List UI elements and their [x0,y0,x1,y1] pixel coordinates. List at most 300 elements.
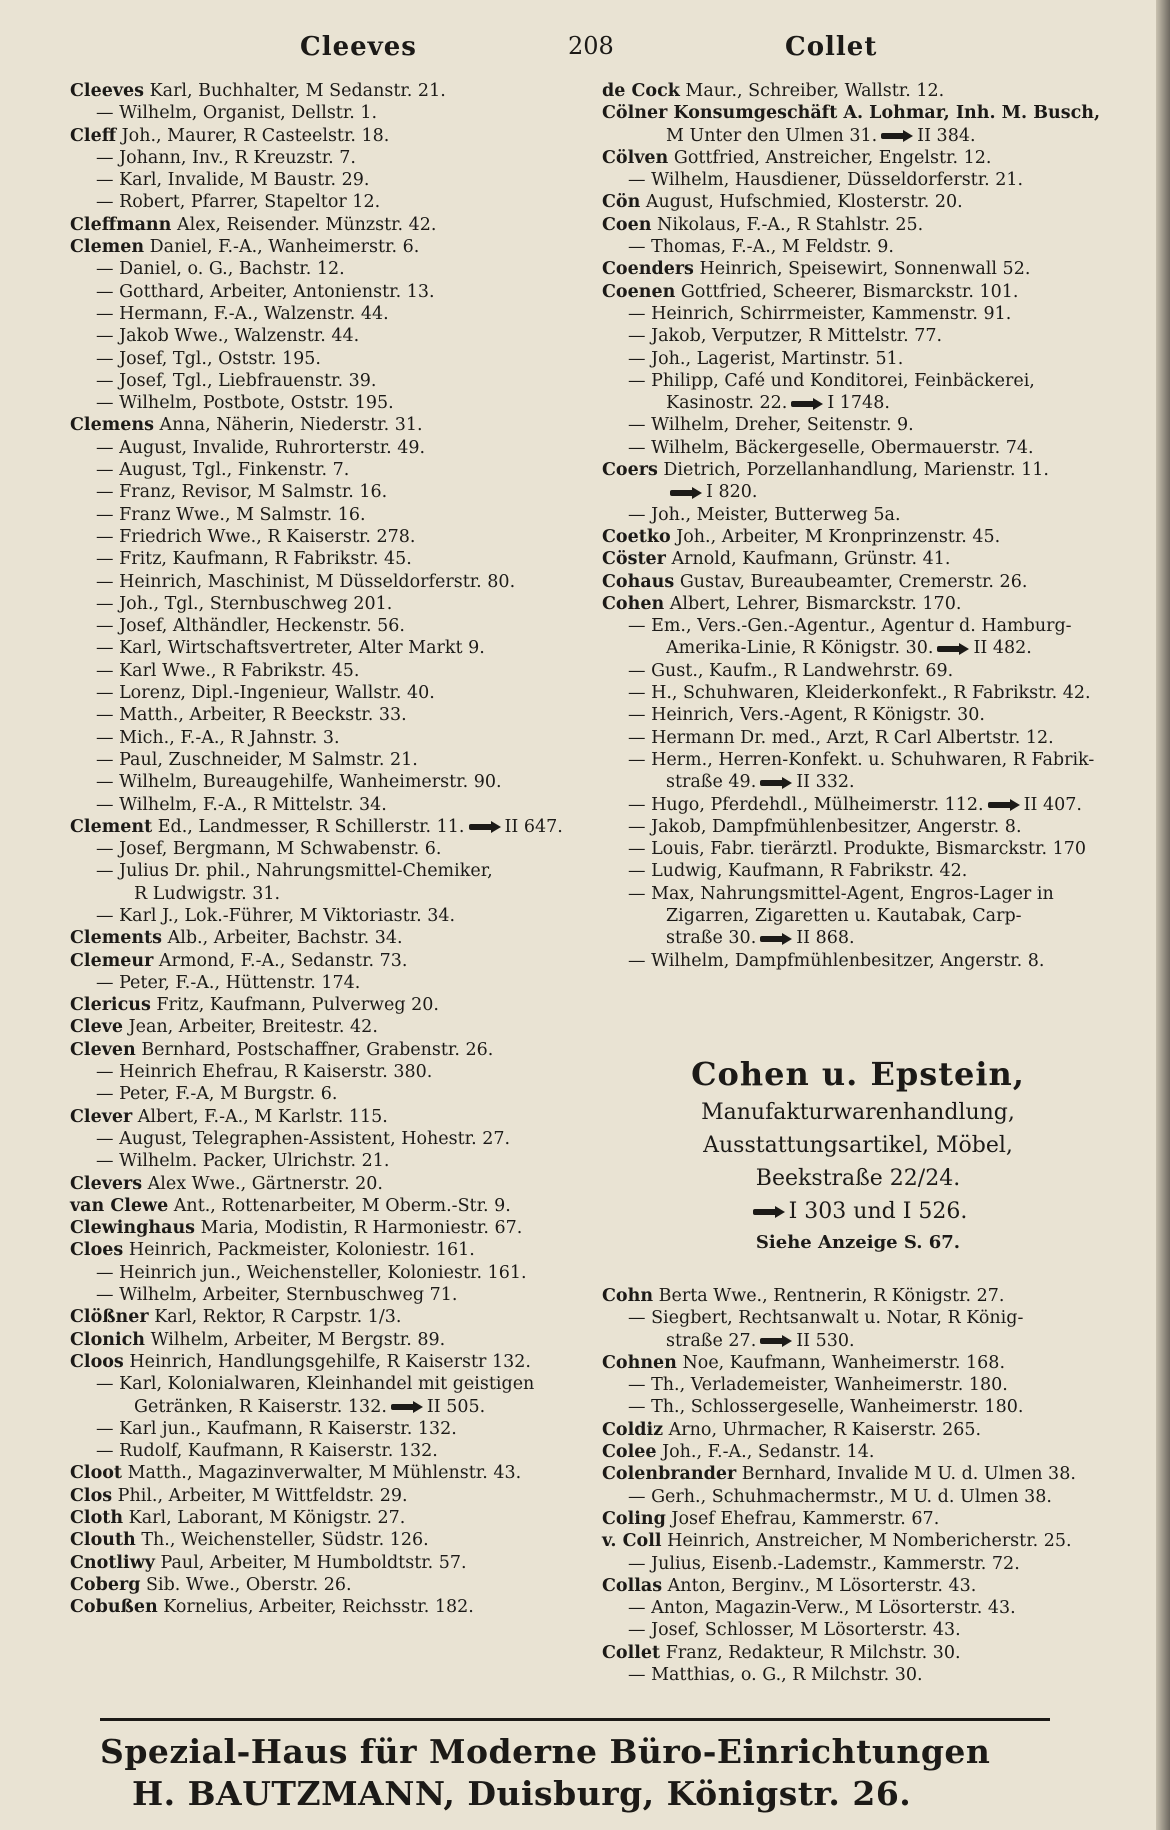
directory-entry [602,905,1114,927]
directory-entry [602,504,1114,526]
entry-surname: Coen [602,214,652,235]
telephone-number: II 868. [796,928,855,949]
entry-text: — Joh., Lagerist, Martinstr. 51. [628,348,904,369]
directory-entry [602,1419,1114,1441]
entry-surname: Cleve [70,1017,124,1038]
directory-entry [70,1039,580,1061]
entry-text: — Ludwig, Kaufmann, R Fabrikstr. 42. [628,861,968,882]
directory-entry [602,1307,1114,1329]
entry-surname: Clevers [70,1173,143,1194]
entry-text: — Th., Verlademeister, Wanheimerstr. 180. [628,1375,1008,1396]
entry-text: — Johann, Inv., R Kreuzstr. 7. [96,147,356,168]
directory-entry [70,749,580,771]
page-edge-shadow [1156,0,1170,1830]
entry-text: — Jakob, Verputzer, R Mittelstr. 77. [628,326,943,347]
directory-entry [70,125,580,147]
directory-entry [70,414,580,436]
entry-text: — Josef, Bergmann, M Schwabenstr. 6. [96,839,442,860]
entry-text: straße 49. [666,772,757,793]
directory-entry [602,727,1114,749]
entry-text: — Th., Schlossergeselle, Wanheimerstr. 180. [628,1397,1024,1418]
directory-entry [70,794,580,816]
directory-entry [70,816,580,838]
directory-entry [70,147,580,169]
directory-entry [70,704,580,726]
telephone-icon [391,1401,423,1413]
entry-text: — Hugo, Pferdehdl., Mülheimerstr. 112. [628,794,984,815]
directory-entry [70,236,580,258]
directory-entry [602,838,1114,860]
entry-text: — Wilhelm, Dampfmühlenbesitzer, Angerstr. 8. [628,950,1045,971]
directory-entry [602,1396,1114,1418]
telephone-icon [881,130,913,142]
directory-entry [70,771,580,793]
entry-text: — Heinrich, Vers.-Agent, R Königstr. 30. [628,705,985,726]
entry-text: — Lorenz, Dipl.-Ingenieur, Wallstr. 40. [96,683,435,704]
entry-text: — Karl, Wirtschaftsvertreter, Alter Markt 9. [96,638,485,659]
directory-entry [602,571,1114,593]
entry-text: Alb., Arbeiter, Bachstr. 34. [162,928,403,949]
page-header [0,32,1170,72]
entry-text: — Em., Vers.-Gen.-Agentur., Agentur d. Hamburg- [628,616,1072,637]
directory-entry [70,1596,580,1618]
entry-text: — Wilhelm, Dreher, Seitenstr. 9. [628,415,914,436]
entry-surname: Colee [602,1442,657,1463]
directory-entry [70,1262,580,1284]
entry-surname: Cölner Konsumgeschäft A. Lohmar, Inh. M. Busch, [602,103,1101,124]
directory-entry [602,1486,1114,1508]
directory-entry [70,437,580,459]
entry-text: Berta Wwe., Rentnerin, R Königstr. 27. [653,1286,1005,1306]
entry-surname: Cobußen [70,1597,158,1618]
directory-entry [70,1083,580,1105]
entry-text: Karl, Buchhalter, M Sedanstr. 21. [144,81,446,101]
entry-surname: van Clewe [70,1195,169,1216]
entry-text: — Siegbert, Rechtsanwalt u. Notar, R König- [628,1308,1024,1329]
entry-text: — Herm., Herren-Konfekt. u. Schuhwaren, R Fabrik- [628,749,1095,770]
entry-text: — Franz, Revisor, M Salmstr. 16. [96,482,388,503]
entry-text: — Karl, Kolonialwaren, Kleinhandel mit geistigen [96,1374,535,1395]
entry-surname: Clößner [70,1307,149,1328]
entry-surname: Cloth [70,1508,124,1528]
directory-entry [70,1217,580,1239]
telephone-icon [791,398,823,410]
directory-entry [70,1239,580,1261]
directory-entry [602,191,1114,213]
entry-text: — Julius Dr. phil., Nahrungsmittel-Chemiker, [96,861,493,882]
directory-entry [70,994,580,1016]
entry-text: — Franz Wwe., M Salmstr. 16. [96,504,366,525]
entry-text: Daniel, F.-A., Wanheimerstr. 6. [144,237,420,258]
entry-text: Anton, Berginv., M Lösorterstr. 43. [662,1575,977,1596]
directory-entry [70,1440,580,1462]
entry-text: — Wilhelm, Organist, Dellstr. 1. [96,103,378,124]
directory-entry [70,637,580,659]
directory-entry [602,794,1114,816]
entry-surname: Clemen [70,237,145,258]
entry-text: Heinrich, Packmeister, Koloniestr. 161. [123,1240,475,1261]
entry-text: — Heinrich jun., Weichensteller, Koloniestr. 161. [96,1262,527,1283]
directory-entry [70,838,580,860]
directory-entry [70,1016,580,1038]
entry-text: — Peter, F.-A., Hüttenstr. 174. [96,972,361,993]
directory-entry [70,1485,580,1507]
entry-surname: Cloos [70,1351,124,1372]
entry-text: Albert, F.-A., M Karlstr. 115. [132,1106,388,1127]
directory-entry [602,80,1114,102]
directory-entry [602,883,1114,905]
directory-entry [602,1553,1114,1575]
telephone-number: II 332. [796,772,855,793]
directory-entry [70,571,580,593]
directory-entry [602,303,1114,325]
advertisement-box [602,1052,1114,1258]
entry-text: Karl, Laborant, M Königstr. 27. [123,1508,406,1528]
telephone-icon [760,1335,792,1347]
entry-surname: Clever [70,1106,133,1127]
directory-entry [602,1463,1114,1485]
entry-surname: Cohen [602,593,665,614]
entry-text: — Friedrich Wwe., R Kaiserstr. 278. [96,526,416,547]
entry-surname: Cöster [602,549,666,570]
directory-entry [602,348,1114,370]
directory-entry [70,504,580,526]
directory-entry [602,1530,1114,1552]
directory-entry [70,1150,580,1172]
entry-text: — Philipp, Café und Konditorei, Feinbäckerei, [628,370,1035,391]
entry-text: Alex, Reisender. Münzstr. 42. [171,214,437,235]
entry-text: — Karl J., Lok.-Führer, M Viktoriastr. 34. [96,905,456,926]
directory-entry [602,437,1114,459]
ad-line-2: Ausstattungsartikel, Möbel, [703,1133,1013,1158]
directory-entry [70,1061,580,1083]
telephone-number: I 1748. [827,393,890,414]
directory-entry [70,927,580,949]
entry-surname: Coldiz [602,1419,664,1440]
entry-text: — Josef, Althändler, Heckenstr. 56. [96,616,405,637]
directory-entry [70,392,580,414]
directory-entry [602,1285,1114,1307]
ad-phone-text: I 303 und I 526. [788,1199,968,1224]
directory-entry [70,1195,580,1217]
directory-entry [70,1574,580,1596]
entry-surname: Cohnen [602,1352,677,1373]
telephone-number: II 530. [796,1330,855,1351]
entry-text: — Wilhelm, Arbeiter, Sternbuschweg 71. [96,1285,458,1306]
entry-text: Heinrich, Speisewirt, Sonnenwall 52. [693,259,1031,280]
directory-entry [70,325,580,347]
directory-entry [602,236,1114,258]
directory-entry [602,860,1114,882]
directory-entry [70,370,580,392]
entry-text: Arnold, Kaufmann, Grünstr. 41. [665,549,951,570]
entry-text: — Wilhelm, Hausdiener, Düsseldorferstr. 21. [628,170,1024,191]
directory-entry [70,102,580,124]
directory-entry [70,660,580,682]
directory-entry [70,80,580,102]
entry-text: — Gust., Kaufm., R Landwehrstr. 69. [628,660,954,681]
entry-text: Kornelius, Arbeiter, Reichsstr. 182. [157,1597,474,1618]
directory-entry [602,1374,1114,1396]
directory-entry [602,392,1114,414]
directory-entry [602,169,1114,191]
directory-entry [70,348,580,370]
directory-entry [602,214,1114,236]
entry-text: — Louis, Fabr. tierärztl. Produkte, Bismarckstr. 170 [628,839,1086,860]
telephone-number: II 384. [917,125,976,146]
directory-entry [602,593,1114,615]
entry-text: — Thomas, F.-A., M Feldstr. 9. [628,237,894,258]
entry-text: — Heinrich, Maschinist, M Düsseldorferstr. 80. [96,571,516,592]
directory-entry [602,1575,1114,1597]
entry-text: — Josef, Tgl., Oststr. 195. [96,348,321,369]
entry-text: Bernhard, Invalide M U. d. Ulmen 38. [736,1464,1076,1485]
directory-entry [602,704,1114,726]
entry-text: — Wilhelm, Bureaugehilfe, Wanheimerstr. 90. [96,772,502,793]
directory-entry [602,1441,1114,1463]
entry-surname: Cohn [602,1286,654,1306]
entry-text: Joh., Maurer, R Casteelstr. 18. [116,125,390,146]
entry-surname: Clewinghaus [70,1218,196,1239]
entry-text: Gottfried, Scheerer, Bismarckstr. 101. [675,281,1019,302]
entry-surname: Cleffmann [70,214,172,235]
directory-entry [602,1508,1114,1530]
directory-entry [70,548,580,570]
directory-entry [602,1597,1114,1619]
directory-entry [602,682,1114,704]
entry-text: — Joh., Meister, Butterweg 5a. [628,504,901,525]
directory-entry [70,481,580,503]
entry-text: — Matthias, o. G., R Milchstr. 30. [628,1665,923,1686]
entry-text: — Anton, Magazin-Verw., M Lösorterstr. 43. [628,1598,1016,1619]
entry-text: Dietrich, Porzellanhandlung, Marienstr. 11. [657,460,1049,481]
entry-text: Phil., Arbeiter, M Wittfeldstr. 29. [112,1485,408,1506]
entry-surname: Clos [70,1485,113,1506]
directory-entry [70,727,580,749]
entry-text: Th., Weichensteller, Südstr. 126. [135,1530,429,1551]
directory-entry [602,526,1114,548]
entry-text: — Josef, Schlosser, M Lösorterstr. 43. [628,1620,961,1641]
directory-entry [70,281,580,303]
entry-text: Ed., Landmesser, R Schillerstr. 11. [152,816,465,837]
directory-entry [602,660,1114,682]
page-number: 208 [568,32,614,60]
footer-rule [100,1718,1050,1721]
directory-entry [70,883,580,905]
directory-entry [602,125,1114,147]
entry-text: — Jakob Wwe., Walzenstr. 44. [96,326,360,347]
entry-text: — Karl jun., Kaufmann, R Kaiserstr. 132. [96,1418,457,1439]
entry-text: Fritz, Kaufmann, Pulverweg 20. [150,995,439,1016]
header-left-keyword: Cleeves [300,32,417,62]
directory-entry [70,459,580,481]
directory-entry [602,258,1114,280]
directory-entry [602,615,1114,637]
telephone-icon [760,777,792,789]
entry-text: — Heinrich Ehefrau, R Kaiserstr. 380. [96,1062,433,1083]
footer-line-1: Spezial-Haus für Moderne Büro-Einrichtungen [100,1732,991,1771]
entry-surname: Cön [602,192,641,213]
entry-text: — Karl, Invalide, M Baustr. 29. [96,170,370,191]
right-column-bottom [602,1285,1114,1686]
right-column-top [602,80,1114,972]
ad-reference: Siehe Anzeige S. 67. [755,1232,961,1253]
ad-phone [602,1195,1114,1228]
entry-surname: Coling [602,1508,666,1529]
telephone-icon [988,799,1020,811]
entry-surname: Collet [602,1642,661,1663]
entry-text: Zigarren, Zigaretten u. Kautabak, Carp- [666,905,1022,926]
directory-entry [602,1330,1114,1352]
directory-entry [70,682,580,704]
directory-entry [602,1664,1114,1686]
entry-text: Getränken, R Kaiserstr. 132. [134,1396,387,1417]
directory-entry [602,414,1114,436]
directory-entry [70,1106,580,1128]
entry-surname: v. Coll [602,1531,662,1552]
entry-text: Albert, Lehrer, Bismarckstr. 170. [664,593,962,614]
directory-entry [602,771,1114,793]
entry-surname: Cleeves [70,81,144,101]
directory-entry [70,1329,580,1351]
entry-text: — Wilhelm, Bäckergeselle, Obermauerstr. 74. [628,437,1034,458]
directory-entry [70,214,580,236]
entry-text: Franz, Redakteur, R Milchstr. 30. [660,1642,961,1663]
entry-surname: Coberg [70,1574,141,1595]
entry-text: straße 27. [666,1330,757,1351]
directory-entry [70,1462,580,1484]
header-right-keyword: Collet [785,32,878,62]
entry-text: — Julius, Eisenb.-Lademstr., Kammerstr. 72. [628,1553,1020,1574]
left-column [70,80,580,1618]
footer-line-2: H. BAUTZMANN, Duisburg, Königstr. 26. [132,1774,912,1813]
entry-text: Maur., Schreiber, Wallstr. 12. [679,81,945,101]
entry-text: — Joh., Tgl., Sternbuschweg 201. [96,593,393,614]
directory-entry [70,1373,580,1395]
entry-text: — Rudolf, Kaufmann, R Kaiserstr. 132. [96,1441,438,1462]
entry-surname: Clericus [70,995,151,1016]
entry-text: Arno, Uhrmacher, R Kaiserstr. 265. [663,1419,982,1440]
entry-text: Paul, Arbeiter, M Humboldtstr. 57. [154,1552,467,1573]
telephone-icon [469,821,501,833]
directory-entry [70,1418,580,1440]
entry-surname: Colenbrander [602,1464,737,1485]
entry-text: — August, Telegraphen-Assistent, Hohestr. 27. [96,1128,511,1149]
directory-entry [602,481,1114,503]
entry-text: Heinrich, Anstreicher, M Nombericherstr. 25. [661,1531,1072,1552]
entry-text: Noe, Kaufmann, Wanheimerstr. 168. [676,1352,1006,1373]
directory-entry [70,1396,580,1418]
directory-entry [602,459,1114,481]
entry-text: — Josef, Tgl., Liebfrauenstr. 39. [96,370,377,391]
entry-text: Heinrich, Handlungsgehilfe, R Kaiserstr 132. [123,1351,531,1372]
entry-text: Joh., F.-A., Sedanstr. 14. [656,1442,875,1463]
entry-text: — Gotthard, Arbeiter, Antonienstr. 13. [96,281,435,302]
entry-surname: Clouth [70,1530,136,1551]
entry-surname: Coenen [602,281,676,302]
telephone-number: II 482. [973,638,1032,659]
directory-entry [70,1306,580,1328]
directory-entry [602,147,1114,169]
entry-text: — Hermann, F.-A., Walzenstr. 44. [96,303,389,324]
directory-entry [70,950,580,972]
entry-text: Karl, Rektor, R Carpstr. 1/3. [148,1307,402,1328]
telephone-number: II 647. [504,816,563,837]
directory-entry [70,1351,580,1373]
entry-surname: de Cock [602,81,680,101]
entry-text: — Matth., Arbeiter, R Beeckstr. 33. [96,705,407,726]
entry-text: — Wilhelm, F.-A., R Mittelstr. 34. [96,794,387,815]
directory-entry [70,1173,580,1195]
directory-entry [70,1507,580,1529]
entry-surname: Clonich [70,1329,145,1350]
directory-entry [602,816,1114,838]
directory-entry [70,972,580,994]
directory-entry [70,905,580,927]
entry-text: — Mich., F.-A., R Jahnstr. 3. [96,727,340,748]
directory-entry [70,1529,580,1551]
entry-text: Josef Ehefrau, Kammerstr. 67. [665,1508,940,1529]
entry-surname: Cohaus [602,571,675,592]
entry-text: straße 30. [666,928,757,949]
entry-surname: Cölven [602,147,669,168]
directory-entry [70,1128,580,1150]
directory-entry [70,303,580,325]
entry-text: — Paul, Zuschneider, M Salmstr. 21. [96,749,418,770]
entry-surname: Clement [70,816,153,837]
entry-text: — Peter, F.-A, M Burgstr. 6. [96,1084,338,1105]
ad-firm-name: Cohen u. Epstein, [691,1055,1025,1093]
directory-entry [70,860,580,882]
entry-surname: Cloes [70,1240,124,1261]
entry-text: — Heinrich, Schirrmeister, Kammenstr. 91. [628,303,1012,324]
entry-text: Matth., Magazinverwalter, M Mühlenstr. 43. [122,1463,522,1484]
entry-surname: Clements [70,928,163,949]
entry-text: Anna, Näherin, Niederstr. 31. [153,415,423,436]
entry-text: — Max, Nahrungsmittel-Agent, Engros-Lager in [628,883,1054,904]
entry-text: Armond, F.-A., Sedanstr. 73. [153,950,408,971]
directory-entry [602,950,1114,972]
entry-text: Nikolaus, F.-A., R Stahlstr. 25. [651,214,924,235]
telephone-icon [937,643,969,655]
entry-text: Jean, Arbeiter, Breitestr. 42. [123,1017,378,1038]
entry-surname: Clemeur [70,950,154,971]
entry-text: — Robert, Pfarrer, Stapeltor 12. [96,192,381,213]
telephone-number: II 505. [426,1396,486,1417]
entry-surname: Cnotliwy [70,1552,155,1573]
entry-text: R Ludwigstr. 31. [134,883,281,904]
entry-text: — Gerh., Schuhmachermstr., M U. d. Ulmen 38. [628,1486,1052,1507]
entry-text: — H., Schuhwaren, Kleiderkonfekt., R Fabrikstr. 42. [628,683,1091,704]
entry-text: — Wilhelm. Packer, Ulrichstr. 21. [96,1151,390,1172]
directory-entry [602,637,1114,659]
entry-text: Joh., Arbeiter, M Kronprinzenstr. 45. [670,526,1001,547]
directory-entry [602,370,1114,392]
directory-entry [70,615,580,637]
entry-text: — Fritz, Kaufmann, R Fabrikstr. 45. [96,549,412,570]
entry-text: Bernhard, Postschaffner, Grabenstr. 26. [135,1039,494,1060]
directory-entry [602,548,1114,570]
entry-text: Maria, Modistin, R Harmoniestr. 67. [195,1218,523,1239]
entry-surname: Cleff [70,125,117,146]
entry-text: Gustav, Bureaubeamter, Cremerstr. 26. [674,571,1028,592]
directory-entry [602,102,1114,124]
entry-surname: Coers [602,460,658,481]
entry-text: — Karl Wwe., R Fabrikstr. 45. [96,660,360,681]
entry-text: — Hermann Dr. med., Arzt, R Carl Albertstr. 12. [628,727,1054,748]
telephone-icon [760,933,792,945]
directory-entry [602,325,1114,347]
